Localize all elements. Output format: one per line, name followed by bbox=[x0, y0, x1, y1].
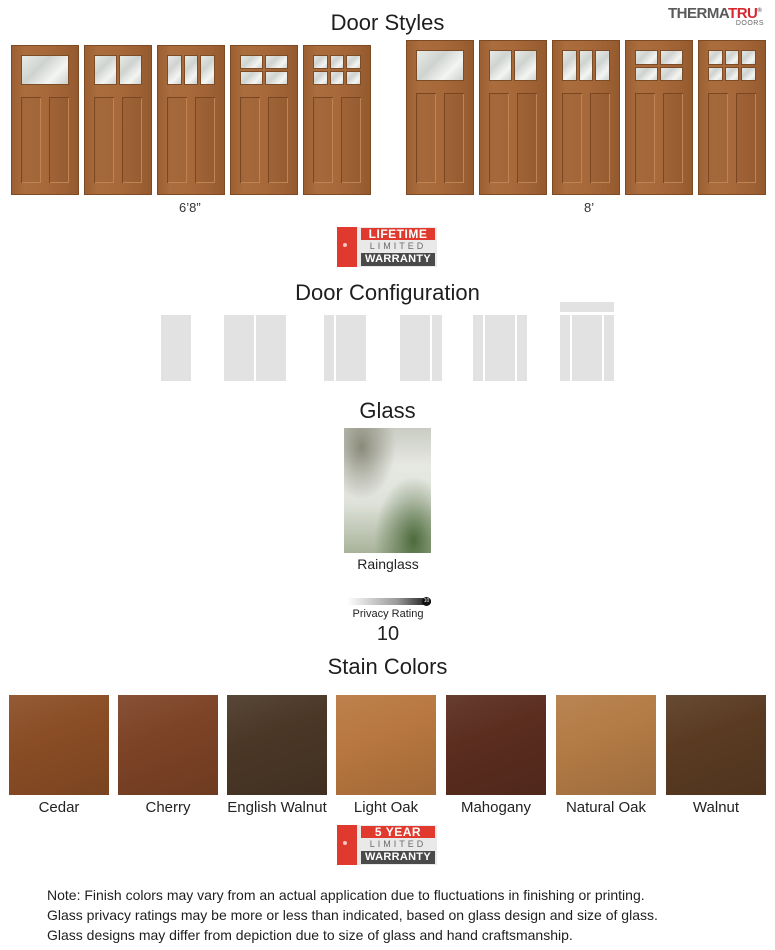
stain-colors-heading: Stain Colors bbox=[327, 654, 448, 679]
door-glass-pane bbox=[167, 55, 182, 85]
note-line-1: Note: Finish colors may vary from an actual application due to fluctuations in finishing or printing. bbox=[47, 887, 645, 903]
door-style-tall-4[interactable] bbox=[625, 40, 693, 195]
door-panel bbox=[635, 93, 655, 183]
door-glass-pane bbox=[708, 50, 723, 65]
door-style-short-5[interactable] bbox=[303, 45, 371, 195]
door-panel bbox=[195, 97, 215, 183]
lifetime-warranty-badge bbox=[337, 227, 437, 267]
stain-swatch-light-oak[interactable] bbox=[336, 695, 436, 795]
privacy-rating-value: 10 bbox=[376, 623, 400, 645]
door-glass-pane bbox=[660, 50, 683, 65]
door-glass-pane bbox=[330, 55, 345, 69]
door-panel bbox=[562, 93, 582, 183]
door-glass-pane bbox=[416, 50, 464, 81]
door-panel bbox=[517, 93, 537, 183]
warranty-5yr-line3: WARRANTY bbox=[361, 851, 435, 864]
door-panel bbox=[489, 93, 509, 183]
door-style-tall-5[interactable] bbox=[698, 40, 766, 195]
privacy-rating-label: Privacy Rating bbox=[352, 608, 424, 620]
door-glass-pane bbox=[725, 50, 740, 65]
door-glass-pane bbox=[21, 55, 69, 85]
door-glass-pane bbox=[313, 71, 328, 85]
door-size-6-8-label: 6’8” bbox=[179, 200, 201, 215]
door-panel bbox=[49, 97, 69, 183]
logo-brand-a: THERMA bbox=[668, 5, 729, 22]
door-size-8-label: 8’ bbox=[584, 200, 595, 215]
door-glass-pane bbox=[346, 55, 361, 69]
door-glass-pane bbox=[514, 50, 537, 81]
stain-label: Light Oak bbox=[353, 799, 419, 816]
door-glass-pane bbox=[346, 71, 361, 85]
door-panel bbox=[663, 93, 683, 183]
note-line-3: Glass designs may differ from depiction due to size of glass and hand craftsmanship. bbox=[47, 927, 573, 943]
door-glass-pane bbox=[119, 55, 142, 85]
door-panel bbox=[416, 93, 436, 183]
stain-swatch-mahogany[interactable] bbox=[446, 695, 546, 795]
door-style-short-1[interactable] bbox=[11, 45, 79, 195]
door-panel bbox=[167, 97, 187, 183]
warranty-5yr-line1: 5 YEAR bbox=[361, 826, 435, 838]
door-glass-pane bbox=[635, 67, 658, 82]
door-glass-pane bbox=[240, 55, 263, 69]
door-glass-pane bbox=[741, 67, 756, 82]
door-glass-pane bbox=[265, 55, 288, 69]
rainglass-sample-image[interactable] bbox=[344, 428, 431, 553]
stain-swatch-cherry[interactable] bbox=[118, 695, 218, 795]
door-panel bbox=[708, 93, 728, 183]
stain-label: Cedar bbox=[38, 799, 80, 816]
door-glass-pane bbox=[200, 55, 215, 85]
stain-label: Walnut bbox=[692, 799, 740, 816]
door-glass-pane bbox=[562, 50, 577, 81]
door-style-short-2[interactable] bbox=[84, 45, 152, 195]
door-panel bbox=[21, 97, 41, 183]
door-panel bbox=[122, 97, 142, 183]
stain-label: Cherry bbox=[145, 799, 191, 816]
stain-swatch-walnut[interactable] bbox=[666, 695, 766, 795]
stain-label: English Walnut bbox=[227, 799, 327, 816]
door-panel bbox=[94, 97, 114, 183]
door-glass-pane bbox=[741, 50, 756, 65]
privacy-rating-bar bbox=[347, 598, 431, 605]
door-glass-pane bbox=[579, 50, 594, 81]
door-glass-pane bbox=[265, 71, 288, 85]
door-glass-pane bbox=[660, 67, 683, 82]
stain-swatch-natural-oak[interactable] bbox=[556, 695, 656, 795]
logo-brand-b: TRU bbox=[728, 5, 758, 22]
door-glass-pane bbox=[330, 71, 345, 85]
door-panel bbox=[736, 93, 756, 183]
logo-sub: DOORS bbox=[735, 20, 764, 27]
door-styles-heading: Door Styles bbox=[330, 10, 445, 35]
glass-heading: Glass bbox=[359, 398, 416, 423]
door-panel bbox=[240, 97, 260, 183]
stain-label: Mahogany bbox=[460, 799, 532, 816]
door-style-tall-1[interactable] bbox=[406, 40, 474, 195]
door-glass-pane bbox=[595, 50, 610, 81]
warranty-line2: LIMITED bbox=[369, 241, 427, 251]
stain-swatch-cedar[interactable] bbox=[9, 695, 109, 795]
door-panel bbox=[590, 93, 610, 183]
door-glass-pane bbox=[313, 55, 328, 69]
logo-brand: THERMATRU® bbox=[668, 5, 762, 22]
warranty-5yr-line2: LIMITED bbox=[369, 839, 427, 849]
note-line-2: Glass privacy ratings may be more or less than indicated, based on glass design and size of glass. bbox=[47, 907, 658, 923]
door-panel bbox=[444, 93, 464, 183]
door-glass-pane bbox=[240, 71, 263, 85]
five-year-warranty-badge bbox=[337, 825, 437, 865]
disclaimer-note bbox=[47, 885, 658, 945]
stain-label: Natural Oak bbox=[565, 799, 647, 816]
door-panel bbox=[341, 97, 361, 183]
door-style-short-3[interactable] bbox=[157, 45, 225, 195]
door-glass-pane bbox=[94, 55, 117, 85]
door-glass-pane bbox=[725, 67, 740, 82]
glass-name: Rainglass bbox=[357, 556, 419, 572]
door-configuration-heading: Door Configuration bbox=[295, 280, 480, 305]
door-glass-pane bbox=[635, 50, 658, 65]
door-glass-pane bbox=[489, 50, 512, 81]
door-panel bbox=[313, 97, 333, 183]
privacy-rating-knob: 10 bbox=[423, 598, 430, 604]
door-glass-pane bbox=[184, 55, 199, 85]
warranty-line3: WARRANTY bbox=[361, 253, 435, 266]
warranty-line1: LIFETIME bbox=[361, 228, 435, 240]
door-style-tall-2[interactable] bbox=[479, 40, 547, 195]
door-glass-pane bbox=[708, 67, 723, 82]
door-style-short-4[interactable] bbox=[230, 45, 298, 195]
door-panel bbox=[268, 97, 288, 183]
stain-swatch-english-walnut[interactable] bbox=[227, 695, 327, 795]
door-style-tall-3[interactable] bbox=[552, 40, 620, 195]
